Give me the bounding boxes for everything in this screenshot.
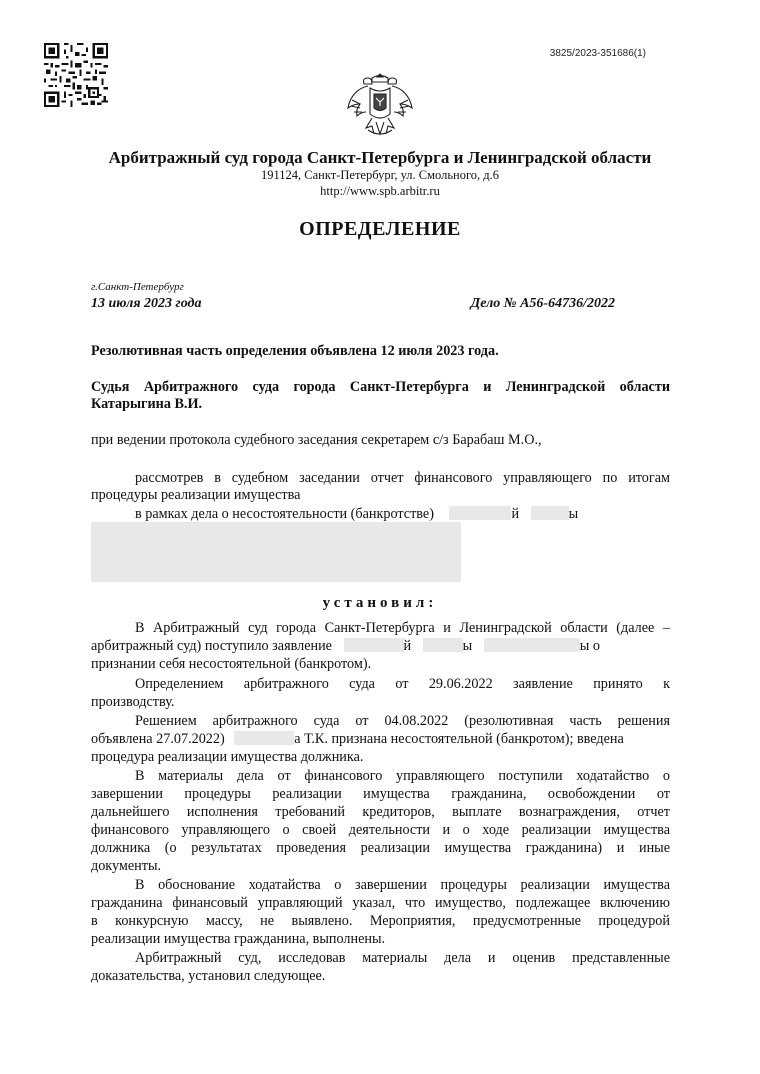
paragraph-line: должника (о результатах проведения реализации имущества гражданина) и иные — [91, 840, 670, 856]
redacted-block — [484, 638, 580, 652]
paragraph-line: процедура реализации имущества должника. — [91, 749, 364, 765]
paragraph-line: признании себя несостоятельной (банкротом). — [91, 656, 372, 672]
paragraph-line: Определением арбитражного суда от 29.06.2022 заявление принято к — [135, 676, 670, 692]
redacted-block — [344, 638, 404, 652]
paragraph-line: производству. — [91, 694, 175, 710]
paragraph-line: документы. — [91, 858, 162, 874]
court-name: Арбитражный суд города Санкт-Петербурга и Ленинградской области — [108, 148, 652, 167]
paragraph-line — [91, 731, 624, 748]
text-fragment: а Т.К. признана несостоятельной (банкротом); введена — [294, 731, 624, 747]
paragraph-line: финансового управляющего о своей деятельности и о ходе реализации имущества — [91, 822, 670, 838]
city: г.Санкт-Петербург — [91, 281, 184, 293]
paragraph-line: реализации имущества гражданина, выполнены. — [91, 931, 386, 947]
case-number: Дело № А56-64736/2022 — [470, 296, 615, 311]
judge-line: Судья Арбитражного суда города Санкт-Петербурга и Ленинградской области — [91, 379, 670, 395]
qr-code — [44, 43, 108, 107]
paragraph-line — [91, 638, 670, 655]
bankruptcy-text: в рамках дела о несостоятельности (банкротстве) — [135, 506, 434, 522]
resolution-announcement: Резолютивная часть определения объявлена 12 июля 2023 года. — [91, 343, 499, 359]
document-date: 13 июля 2023 года — [91, 296, 202, 311]
document-title: ОПРЕДЕЛЕНИЕ — [299, 218, 461, 240]
text-fragment: й — [511, 506, 520, 522]
paragraph-line: в конкурсную массу, не выявлено. Мероприятия, предусмотренные процедурой — [91, 913, 670, 929]
judge-name: Катарыгина В.И. — [91, 396, 203, 412]
paragraph-line: В обоснование ходатайства о завершении процедуры реализации имущества — [135, 877, 670, 893]
paragraph-line: доказательства, установил следующее. — [91, 968, 326, 984]
paragraph-line: дальнейшего исполнения требований кредиторов, выплате вознаграждения, отчет — [91, 804, 670, 820]
text-fragment: й — [403, 638, 412, 654]
redacted-block — [423, 638, 463, 652]
established-heading: установил: — [322, 595, 438, 611]
considered-line-1: рассмотрев в судебном заседании отчет финансового управляющего по итогам — [135, 470, 670, 486]
considered-line-2: процедуры реализации имущества — [91, 487, 301, 503]
paragraph-line: В Арбитражный суд города Санкт-Петербурга и Ленинградской области (далее – — [135, 620, 670, 636]
text-fragment: ы о — [579, 638, 600, 654]
redacted-block — [234, 731, 294, 745]
paragraph-line: В материалы дела от финансового управляющего поступили ходатайство о — [135, 768, 670, 784]
paragraph-line: Решением арбитражного суда от 04.08.2022 (резолютивная часть решения — [135, 713, 670, 729]
text-fragment: арбитражный суд) поступило заявление — [91, 638, 332, 654]
redacted-block — [531, 506, 569, 520]
coat-of-arms-emblem-icon — [346, 70, 414, 142]
document-number: 3825/2023-351686(1) — [549, 48, 646, 59]
bankruptcy-case-line — [135, 506, 670, 523]
redacted-block — [449, 506, 511, 520]
text-fragment: объявлена 27.07.2022) — [91, 731, 225, 747]
text-fragment: ы — [462, 638, 473, 654]
paragraph-line: завершении процедуры реализации имущества гражданина, освобождении от — [91, 786, 670, 802]
paragraph-line: гражданина финансовый управляющий указал, что имущество, подлежащее включению — [91, 895, 670, 911]
paragraph-line: Арбитражный суд, исследовав материалы дела и оценив представленные — [135, 950, 670, 966]
redacted-block — [91, 522, 461, 582]
court-website-link[interactable]: http://www.spb.arbitr.ru — [320, 184, 440, 198]
court-address: 191124, Санкт-Петербург, ул. Смольного, д.6 — [260, 168, 500, 182]
text-fragment: ы — [568, 506, 579, 522]
protocol-secretary: при ведении протокола судебного заседания секретарем с/з Барабаш М.О., — [91, 432, 542, 448]
